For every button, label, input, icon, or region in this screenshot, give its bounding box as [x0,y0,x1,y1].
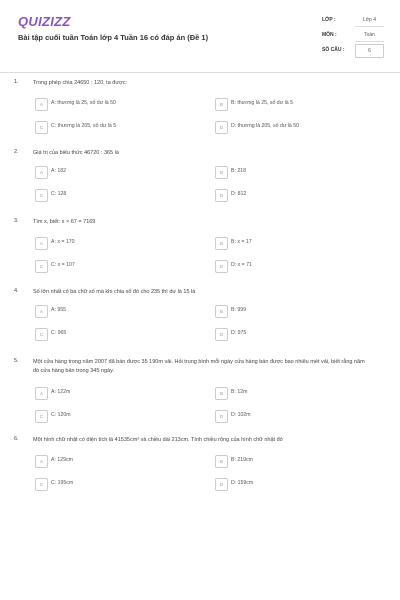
answer-option-b[interactable] [215,387,365,399]
answer-option-a[interactable] [35,305,185,317]
answer-option-d[interactable] [215,410,365,422]
answer-option-a[interactable] [35,166,185,178]
option-text: B: 999 [231,307,246,313]
option-letter-box[interactable]: B [215,305,228,318]
option-text: C: 120m [51,412,71,418]
option-text: D: thương là 205, số dư là 50 [231,123,300,129]
option-text: A: 182 [51,168,66,174]
answer-option-a[interactable] [35,98,185,110]
option-text: C: thương là 205, số dư là 5 [51,123,117,129]
option-letter-box[interactable]: A [35,166,48,179]
option-text: B: 218 [231,168,246,174]
option-text: A: thương là 25, số dư là 50 [51,100,116,106]
meta-value: 6 [355,44,384,58]
question-text: Tìm x, biết: x × 67 = 7169 [33,219,96,225]
quizizz-logo[interactable]: QUIZIZZ [18,14,71,29]
answer-option-c[interactable] [35,410,185,422]
option-letter-box[interactable]: D [215,410,228,423]
option-letter-box[interactable]: D [215,189,228,202]
option-letter-box[interactable]: A [35,455,48,468]
option-letter-box[interactable]: C [35,328,48,341]
answer-option-b[interactable] [215,455,365,467]
option-letter-box[interactable]: C [35,260,48,273]
option-letter-box[interactable]: A [35,98,48,111]
answer-option-d[interactable] [215,328,365,340]
header-divider [0,72,400,73]
answer-option-b[interactable] [215,237,365,249]
meta-value: Toán [355,29,384,42]
option-letter-box[interactable]: D [215,328,228,341]
option-letter-box[interactable]: D [215,121,228,134]
meta-key: MÔN : [322,32,337,38]
option-text: B: 219cm [231,457,253,463]
question-block [10,436,390,506]
option-letter-box[interactable]: B [215,166,228,179]
option-letter-box[interactable]: C [35,189,48,202]
question-number: 2. [14,149,19,155]
question-text: Trong phép chia 24650 : 120, ta được: [33,80,127,86]
question-number: 3. [14,218,19,224]
answer-option-c[interactable] [35,260,185,272]
answer-option-a[interactable] [35,387,185,399]
answer-option-d[interactable] [215,260,365,272]
option-letter-box[interactable]: B [215,237,228,250]
option-letter-box[interactable]: B [215,455,228,468]
option-text: A: x = 170 [51,239,75,245]
question-number: 4. [14,288,19,294]
option-text: D: 975 [231,330,247,336]
answer-option-d[interactable] [215,121,365,133]
worksheet-meta [322,14,384,59]
question-block [10,218,390,288]
option-text: D: 812 [231,191,247,197]
option-text: C: 195cm [51,480,74,486]
answer-option-c[interactable] [35,478,185,490]
option-text: D: x = 71 [231,262,252,268]
option-letter-box[interactable]: C [35,478,48,491]
question-number: 5. [14,358,19,364]
question-text: Một hình chữ nhật có diện tích là 41535cm² và chiều dài 213cm. Tính chiều rộng của hình chữ nhật đó [33,437,283,443]
question-block [10,149,390,219]
meta-key: LỚP : [322,17,336,23]
meta-value: Lớp 4 [355,14,384,27]
meta-row-question-count [322,44,384,59]
question-block [10,288,390,358]
option-text: B: 12m [231,389,248,395]
option-text: A: 129cm [51,457,73,463]
option-text: B: thương là 25, số dư là 5 [231,100,293,106]
question-block [10,79,390,149]
answer-option-c[interactable] [35,189,185,201]
answer-option-a[interactable] [35,237,185,249]
worksheet-header [10,10,390,72]
answer-option-b[interactable] [215,305,365,317]
meta-row-class [322,14,384,29]
question-text: Giá trị của biểu thức 46720 : 365 là [33,150,119,156]
question-number: 1. [14,79,19,85]
question-text: Một cửa hàng trong năm 2007 đã bán được 35 190m vải. Hỏi trung bình mỗi ngày cửa hàng bán được bao nhiêu mét vải, biết rằng năm đó cửa hàng bán trong 345 ngày. [33,359,365,374]
meta-key: SỐ CÂU : [322,47,345,53]
option-text: C: 128 [51,191,67,197]
answer-option-d[interactable] [215,478,365,490]
option-text: C: 965 [51,330,67,336]
option-text: D: 159cm [231,480,254,486]
answer-option-c[interactable] [35,328,185,340]
option-text: A: 122m [51,389,71,395]
option-letter-box[interactable]: B [215,387,228,400]
answer-option-c[interactable] [35,121,185,133]
meta-row-subject [322,29,384,44]
option-letter-box[interactable]: A [35,237,48,250]
option-letter-box[interactable]: D [215,260,228,273]
option-text: C: x = 107 [51,262,75,268]
option-letter-box[interactable]: A [35,305,48,318]
option-letter-box[interactable]: D [215,478,228,491]
option-letter-box[interactable]: A [35,387,48,400]
worksheet-title: Bài tập cuối tuần Toán lớp 4 Tuần 16 có đáp án (Đề 1) [18,33,209,42]
question-block [10,358,390,428]
option-letter-box[interactable]: C [35,121,48,134]
question-text: Số lớn nhất có ba chữ số mà khi chia số đó cho 235 thì dư là 15 là [33,289,196,295]
option-text: B: x = 17 [231,239,252,245]
option-text: A: 955 [51,307,66,313]
option-text: D: 102m [231,412,251,418]
answer-option-b[interactable] [215,166,365,178]
answer-option-b[interactable] [215,98,365,110]
question-number: 6. [14,436,19,442]
option-letter-box[interactable]: C [35,410,48,423]
answer-option-a[interactable] [35,455,185,467]
option-letter-box[interactable]: B [215,98,228,111]
answer-option-d[interactable] [215,189,365,201]
